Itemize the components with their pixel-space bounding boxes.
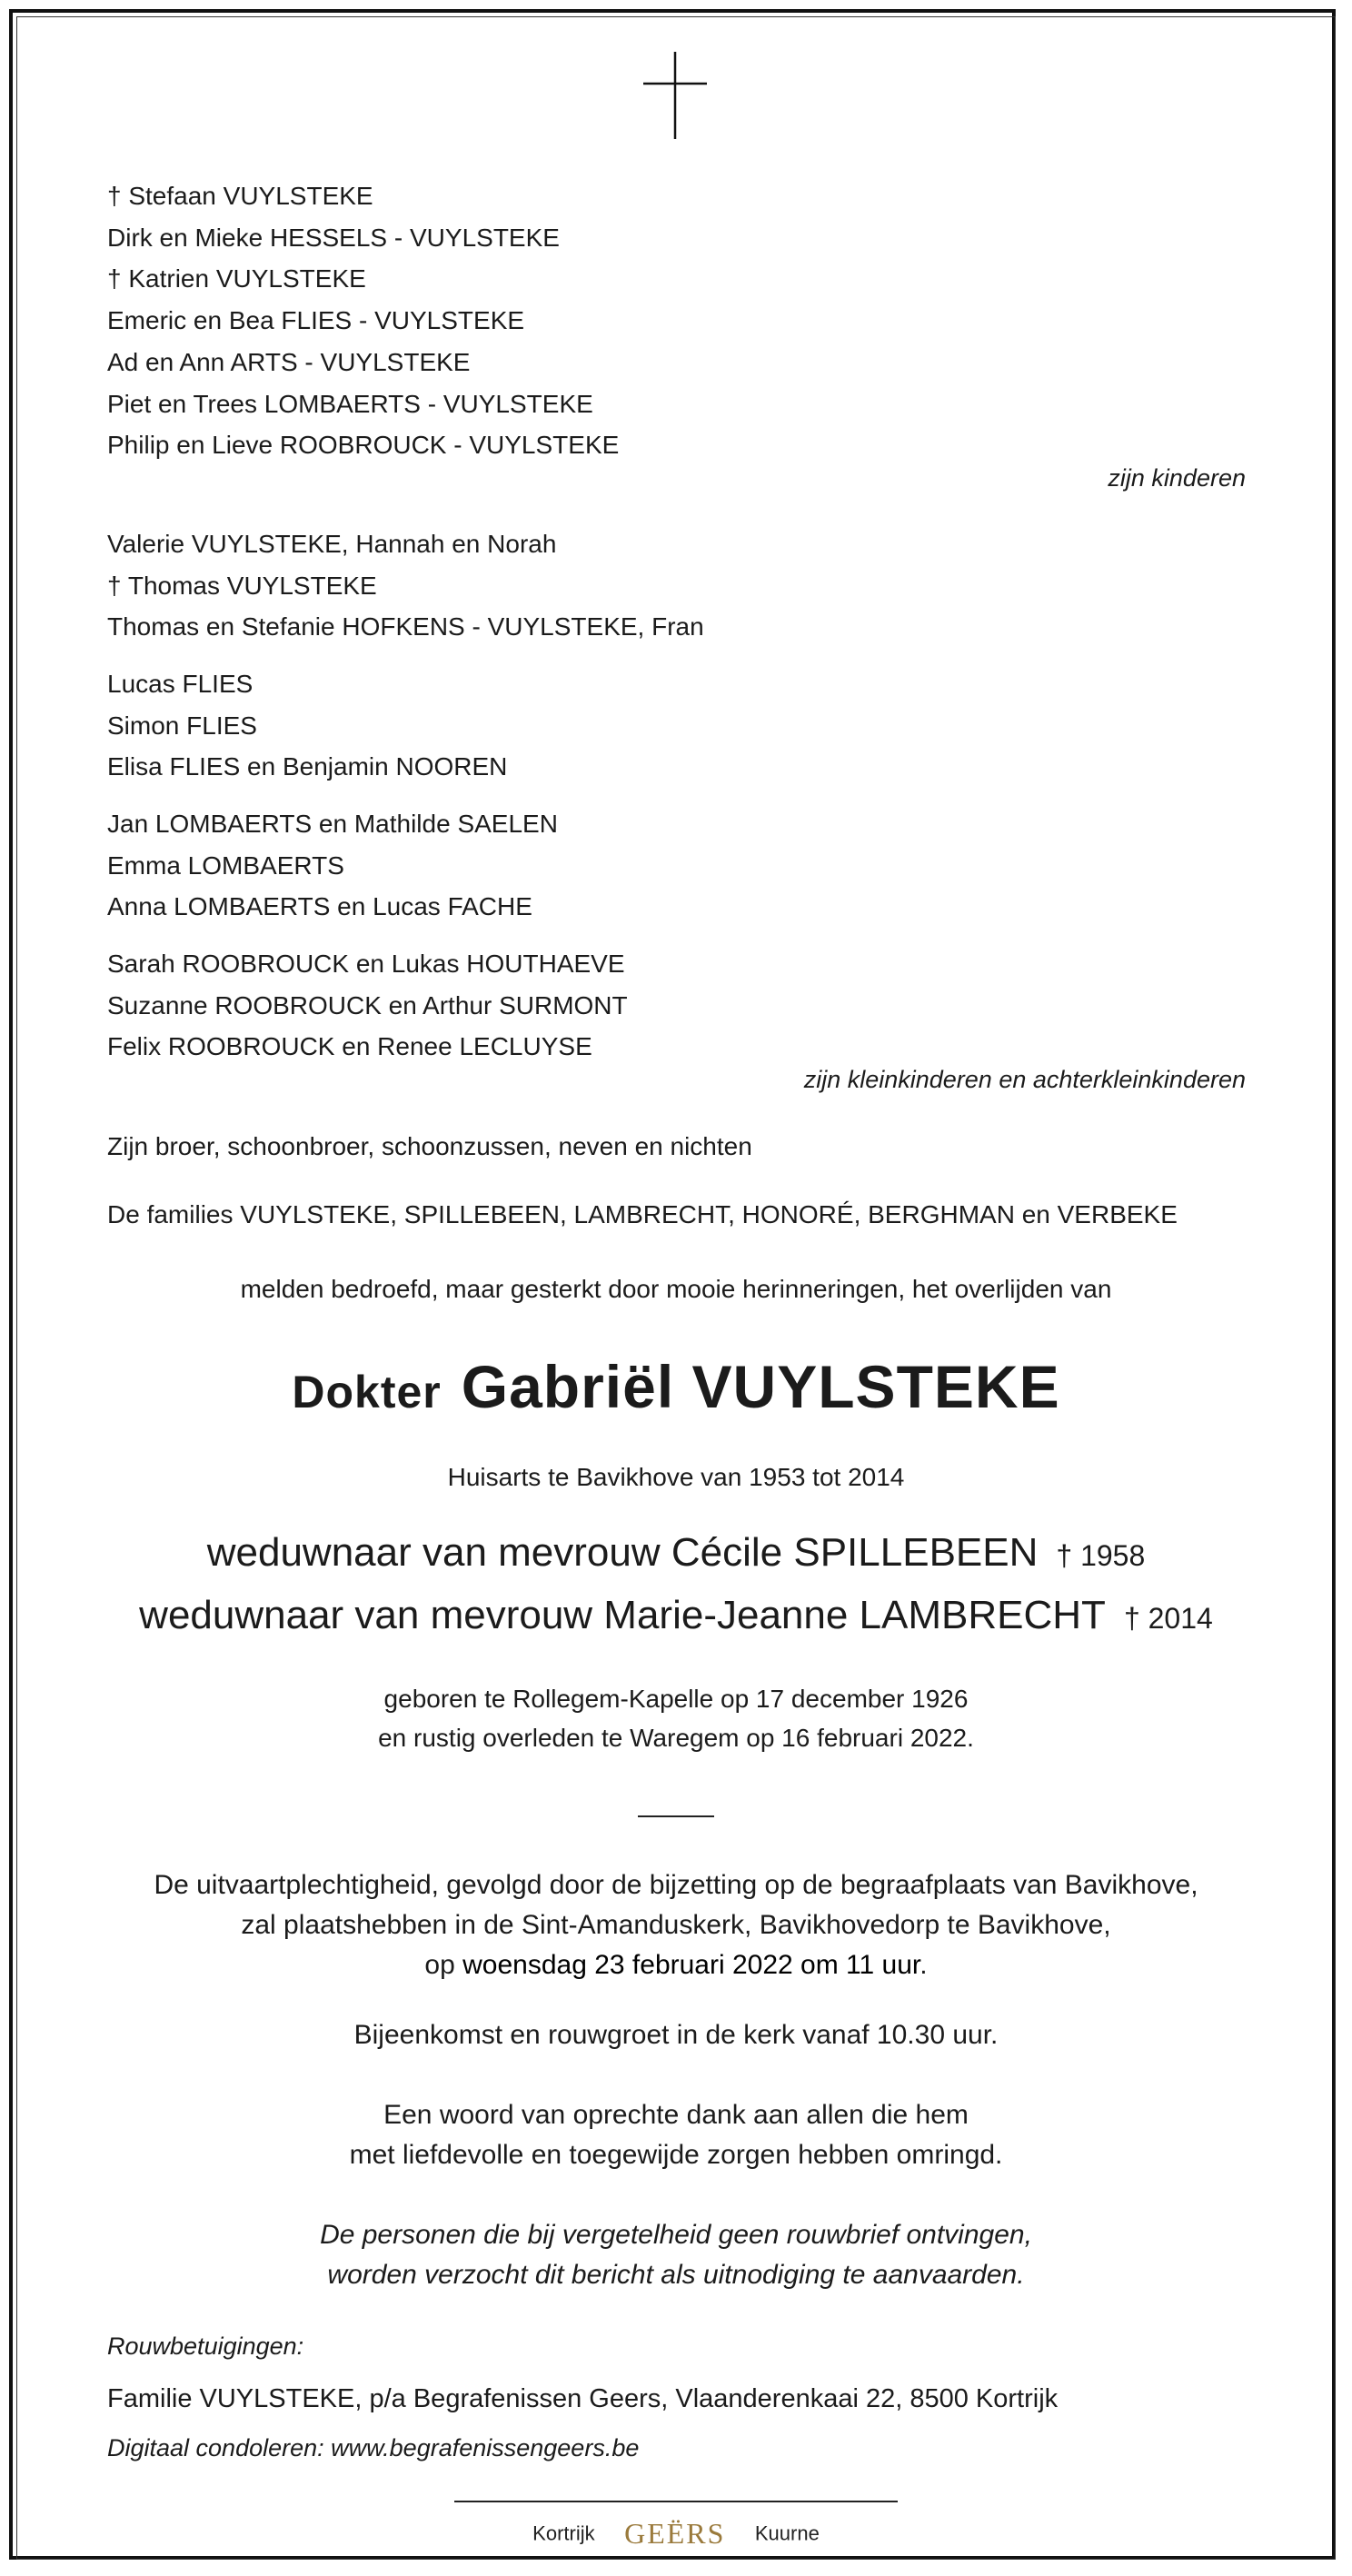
funeral-suffix: . <box>920 1950 928 1980</box>
birth-line: geboren te Rollegem-Kapelle op 17 december 1926 <box>383 1685 969 1713</box>
grandchildren-group-3 <box>107 803 558 928</box>
grandchildren-group-2 <box>107 663 507 788</box>
gathering: Bijeenkomst en rouwgroet in de kerk vanaf 10.30 uur. <box>353 2020 999 2050</box>
thanks-line-1: Een woord van oprechte dank aan allen die hem <box>383 2100 969 2130</box>
children-label: zijn kinderen <box>1108 464 1246 492</box>
profession: Huisarts te Bavikhove van 1953 tot 2014 <box>447 1463 905 1491</box>
siblings-text: Zijn broer, schoonbroer, schoonzussen, neven en nichten <box>107 1132 752 1160</box>
list-item: Jan LOMBAERTS en Mathilde SAELEN <box>107 810 558 838</box>
widower-2-year: † 2014 <box>1123 1602 1213 1635</box>
list-item: Simon FLIES <box>107 711 257 740</box>
widower-line-2 <box>0 1593 1352 1638</box>
condolences-address <box>107 2379 1058 2421</box>
siblings-line <box>107 1126 752 1168</box>
widower-1-year: † 1958 <box>1056 1539 1146 1572</box>
footer-right-city: Kuurne <box>754 2521 820 2545</box>
cross-icon <box>0 0 1352 164</box>
list-item: Anna LOMBAERTS en Lucas FACHE <box>107 892 532 921</box>
funeral-line-3 <box>0 1945 1352 1985</box>
geers-logo: GEËRS <box>624 2517 726 2550</box>
list-item: † Katrien VUYLSTEKE <box>107 264 366 293</box>
digital-condolences-text: Digitaal condoleren: www.begrafenissengeers.be <box>107 2434 640 2462</box>
list-item: Elisa FLIES en Benjamin NOOREN <box>107 752 508 781</box>
invitation-line-1: De personen die bij vergetelheid geen rouwbrief ontvingen, <box>320 2220 1032 2250</box>
list-item: Emma LOMBAERTS <box>107 850 344 880</box>
list-item: Valerie VUYLSTEKE, Hannah en Norah <box>107 530 557 558</box>
list-item: Dirk en Mieke HESSELS - VUYLSTEKE <box>107 223 560 252</box>
footer-divider <box>454 2501 898 2502</box>
thanks-line-2: met liefdevolle en toegewijde zorgen hebben omringd. <box>349 2140 1003 2170</box>
condolences-label-text: Rouwbetuigingen: <box>107 2332 304 2360</box>
list-item: Piet en Trees LOMBAERTS - VUYLSTEKE <box>107 389 593 418</box>
children-list <box>107 175 619 466</box>
list-item: Suzanne ROOBROUCK en Arthur SURMONT <box>107 990 628 1019</box>
list-item: Sarah ROOBROUCK en Lukas HOUTHAEVE <box>107 950 625 978</box>
families-line <box>107 1194 1178 1236</box>
list-item: Lucas FLIES <box>107 670 254 698</box>
death-line: en rustig overleden te Waregem op 16 februari 2022. <box>378 1724 974 1752</box>
list-item: Felix ROOBROUCK en Renee LECLUYSE <box>107 1032 592 1061</box>
deceased-name: Gabriël VUYLSTEKE <box>461 1353 1060 1420</box>
footer-left-city: Kortrijk <box>532 2521 595 2545</box>
funeral-line-1: De uitvaartplechtigheid, gevolgd door de bijzetting op de begraafplaats van Bavikhove, <box>154 1870 1198 1900</box>
funeral-line-2: zal plaatshebben in de Sint-Amanduskerk, Bavikhovedorp te Bavikhove, <box>241 1910 1111 1940</box>
grandchildren-label: zijn kleinkinderen en achterkleinkinderen <box>803 1066 1246 1093</box>
deceased-prefix: Dokter <box>292 1367 442 1417</box>
list-item: † Stefaan VUYLSTEKE <box>107 182 373 210</box>
families-text: De families VUYLSTEKE, SPILLEBEEN, LAMBRECHT, HONORÉ, BERGHMAN en VERBEKE <box>107 1200 1178 1228</box>
grandchildren-group-1 <box>107 523 704 648</box>
list-item: † Thomas VUYLSTEKE <box>107 571 377 600</box>
announcement: melden bedroefd, maar gesterkt door mooie herinneringen, het overlijden van <box>240 1275 1112 1303</box>
list-item: Philip en Lieve ROOBROUCK - VUYLSTEKE <box>107 431 620 460</box>
digital-condolences <box>107 2428 639 2470</box>
list-item: Thomas en Stefanie HOFKENS - VUYLSTEKE, Fran <box>107 612 704 642</box>
widower-1-text: weduwnaar van mevrouw Cécile SPILLEBEEN <box>206 1530 1039 1575</box>
widower-2-text: weduwnaar van mevrouw Marie-Jeanne LAMBRECHT <box>139 1593 1106 1637</box>
list-item: Emeric en Bea FLIES - VUYLSTEKE <box>107 306 525 335</box>
funeral-date: woensdag 23 februari 2022 om 11 uur <box>462 1950 920 1980</box>
condolences-label <box>107 2326 303 2368</box>
invitation-line-2: worden verzocht dit bericht als uitnodiging te aanvaarden. <box>327 2260 1025 2290</box>
condolences-address-text: Familie VUYLSTEKE, p/a Begrafenissen Geers, Vlaanderenkaai 22, 8500 Kortrijk <box>107 2384 1059 2413</box>
divider <box>638 1815 714 1817</box>
deceased-title <box>0 1352 1352 1421</box>
widower-line-1 <box>0 1530 1352 1576</box>
footer <box>0 2517 1352 2551</box>
grandchildren-group-4 <box>107 943 628 1068</box>
funeral-prefix: op <box>424 1950 455 1980</box>
list-item: Ad en Ann ARTS - VUYLSTEKE <box>107 347 471 376</box>
